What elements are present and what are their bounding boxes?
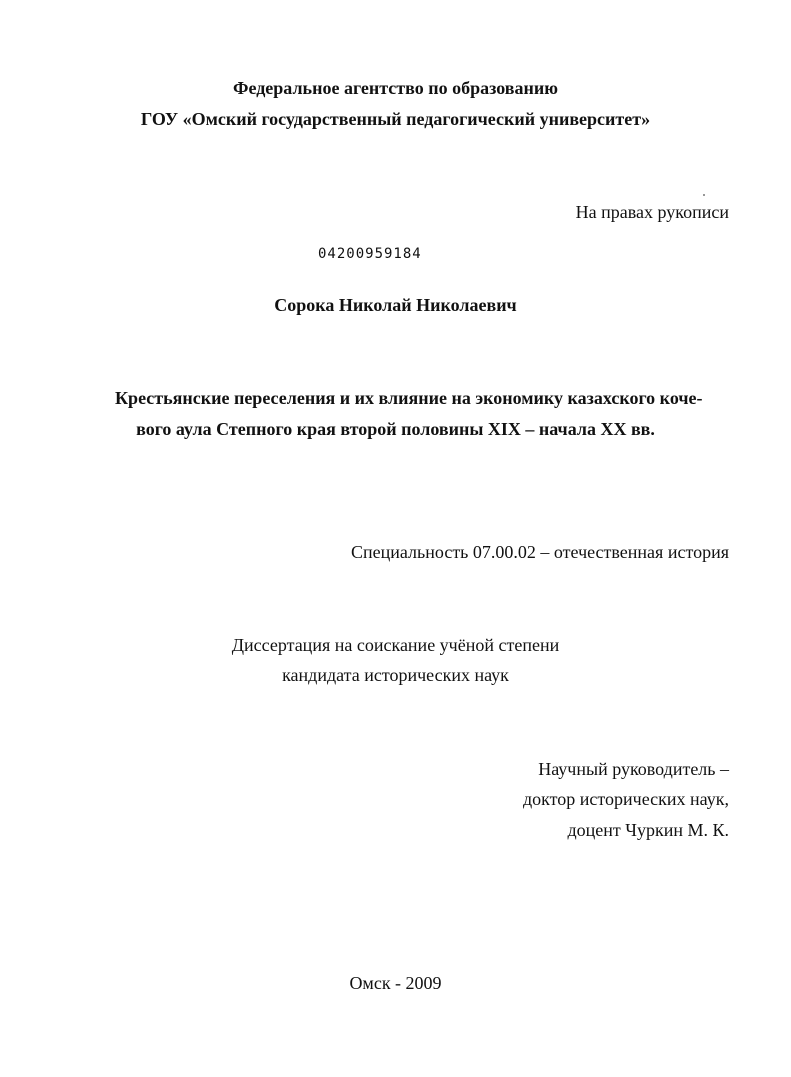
- dissertation-title-line-1: Крестьянские переселения и их влияние на экономику казахского коче-: [115, 388, 703, 408]
- supervisor-name: доцент Чуркин М. К.: [567, 820, 729, 840]
- scan-speck: [703, 194, 705, 196]
- degree-line-1: Диссертация на соискание учёной степени: [231, 635, 560, 655]
- specialty: Специальность 07.00.02 – отечественная история: [351, 542, 729, 562]
- supervisor-label: Научный руководитель –: [538, 759, 729, 779]
- catalog-number: 04200959184: [318, 246, 422, 262]
- city-year: Омск - 2009: [349, 973, 442, 993]
- dissertation-title-line-2: вого аула Степного края второй половины XIX – начала XX вв.: [136, 419, 655, 439]
- degree-line-2: кандидата исторических наук: [282, 665, 509, 685]
- agency-name: Федеральное агентство по образованию: [232, 78, 559, 98]
- university-name: ГОУ «Омский государственный педагогический университет»: [140, 109, 651, 129]
- author-name: Сорока Николай Николаевич: [274, 295, 517, 315]
- rights-note: На правах рукописи: [575, 202, 729, 222]
- supervisor-degree: доктор исторических наук,: [523, 789, 729, 809]
